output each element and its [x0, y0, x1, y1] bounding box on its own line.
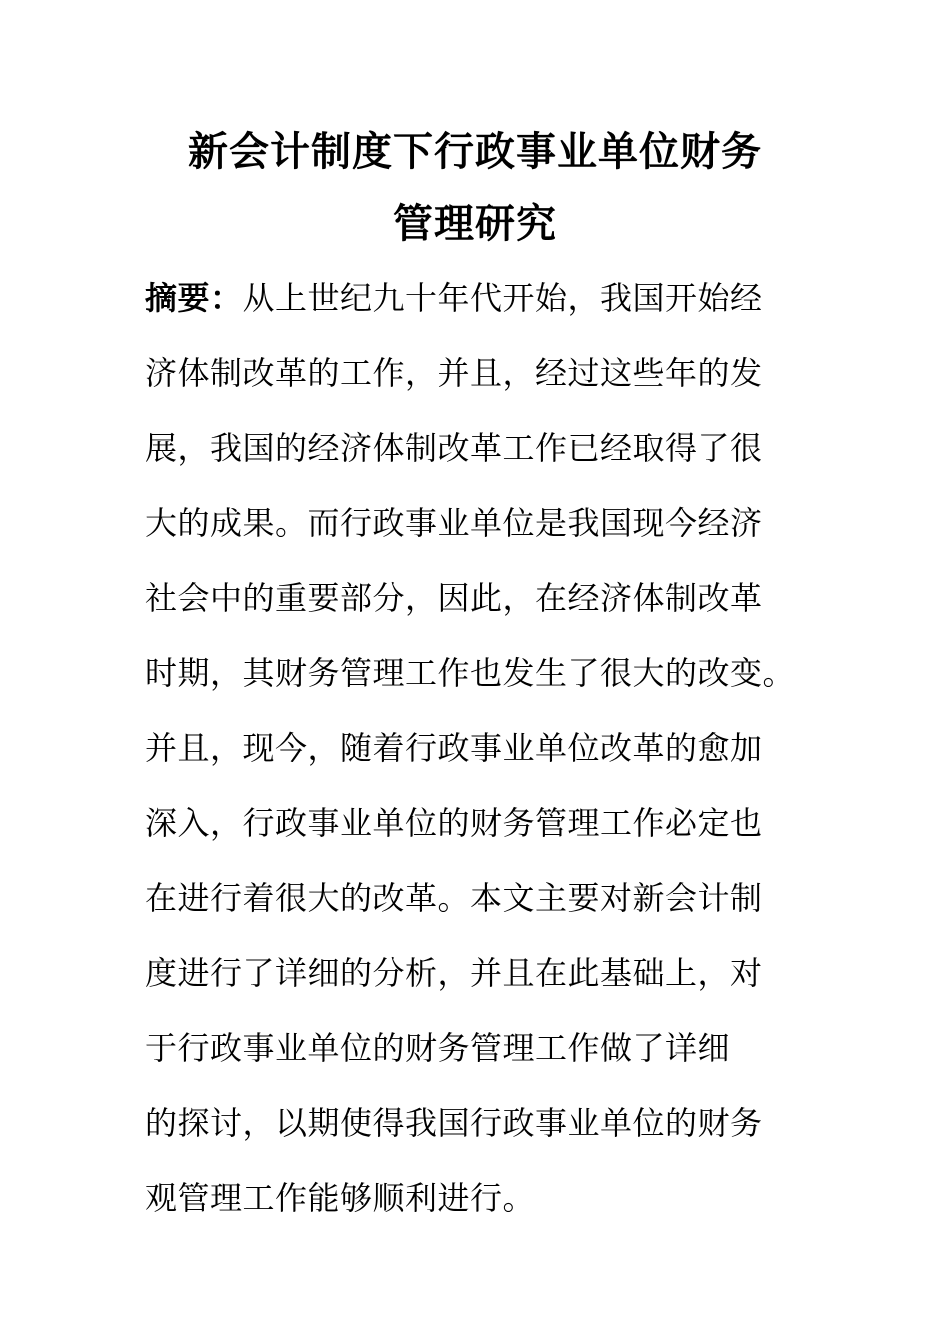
- abstract-section: [145, 270, 845, 1245]
- document-title-line-2: 管理研究: [393, 200, 557, 247]
- abstract-line: 观管理工作能够顺利进行。: [145, 1179, 536, 1217]
- abstract-line: 济体制改革的工作，并且，经过这些年的发: [145, 354, 763, 392]
- abstract-line: 深入，行政事业单位的财务管理工作必定也: [145, 804, 763, 842]
- abstract-line: [145, 270, 845, 345]
- abstract-label: 摘要：: [145, 279, 243, 317]
- abstract-line: 社会中的重要部分，因此，在经济体制改革: [145, 579, 763, 617]
- abstract-line: 并且，现今，随着行政事业单位改革的愈加: [145, 729, 763, 767]
- abstract-line: 时期，其财务管理工作也发生了很大的改变。: [145, 654, 796, 692]
- abstract-line: 于行政事业单位的财务管理工作做了详细: [145, 1029, 731, 1067]
- abstract-line: 大的成果。而行政事业单位是我国现今经济: [145, 504, 763, 542]
- document-title-line-1: 新会计制度下行政事业单位财务: [188, 128, 762, 175]
- abstract-text: 从上世纪九十年代开始，我国开始经: [242, 279, 763, 317]
- abstract-line: 在进行着很大的改革。本文主要对新会计制: [145, 879, 763, 917]
- abstract-line: 的探讨，以期使得我国行政事业单位的财务: [145, 1104, 763, 1142]
- abstract-line: 度进行了详细的分析，并且在此基础上，对: [145, 954, 763, 992]
- abstract-line: 展，我国的经济体制改革工作已经取得了很: [145, 429, 763, 467]
